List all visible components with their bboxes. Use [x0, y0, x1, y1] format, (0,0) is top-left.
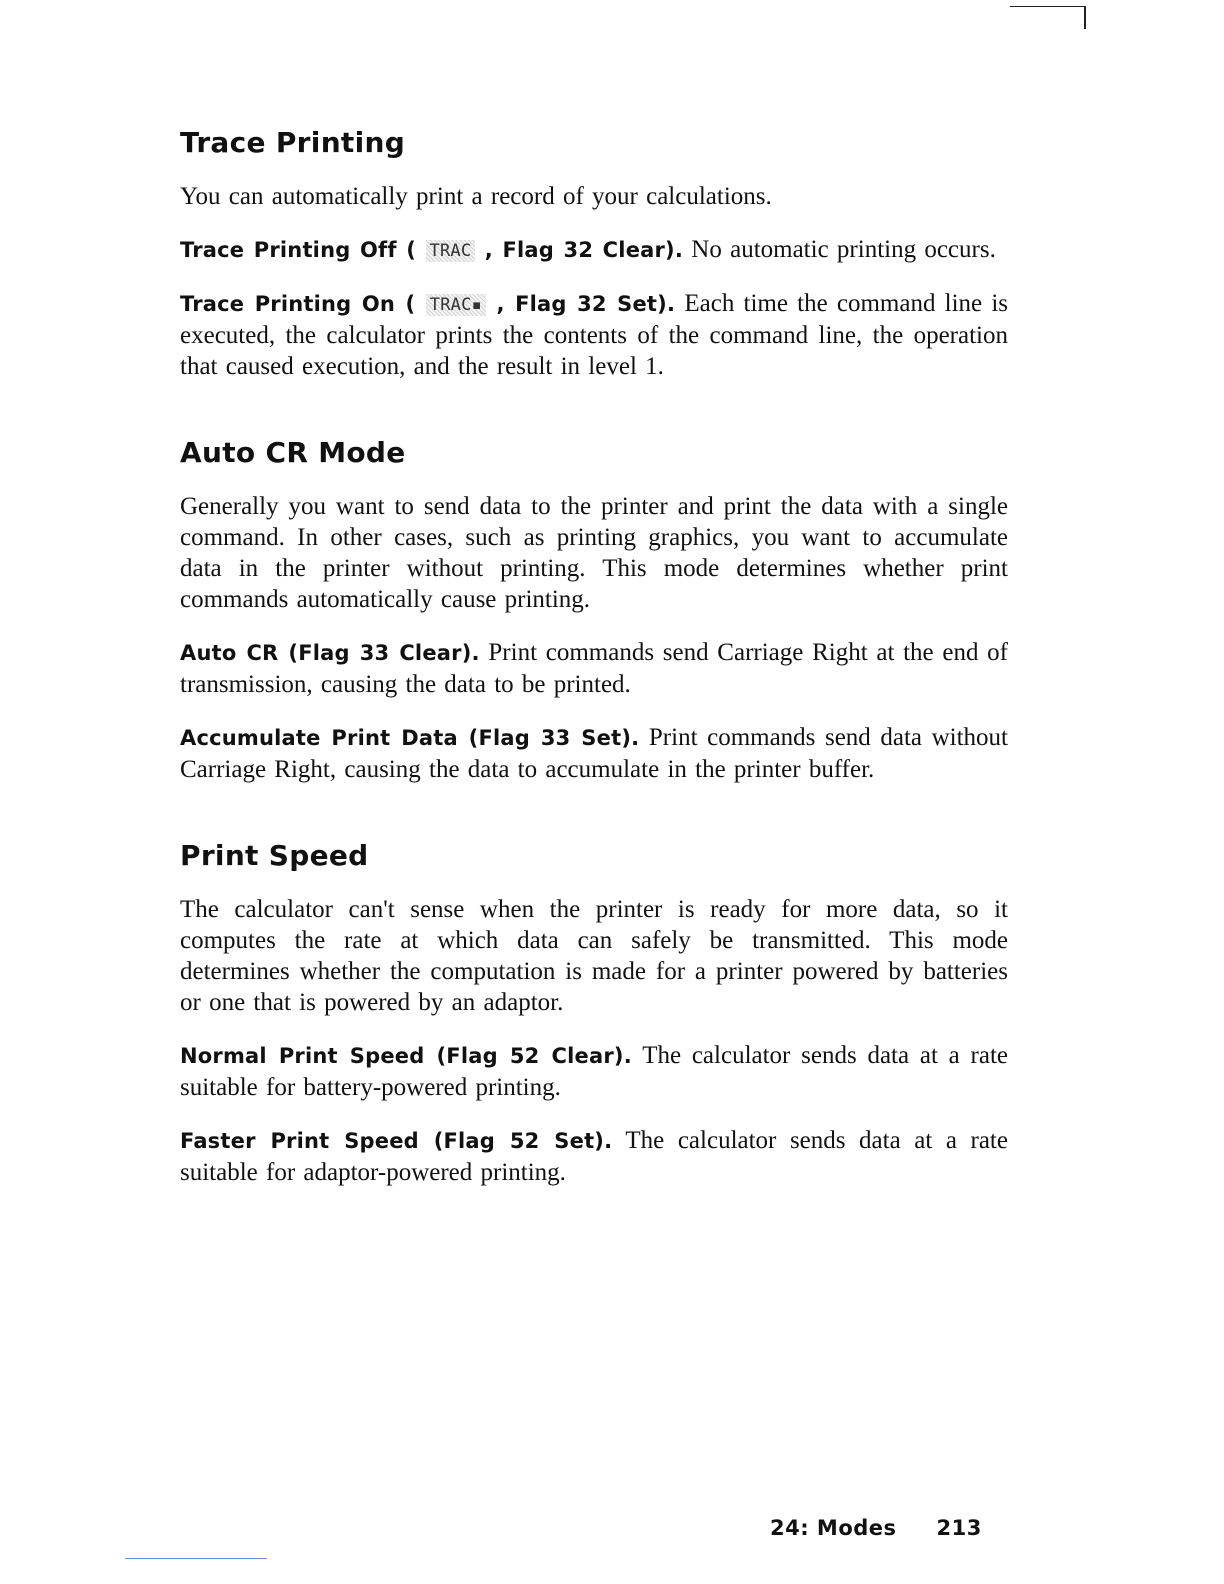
- crop-mark-top: [1010, 6, 1086, 29]
- accumulate-paragraph: [180, 722, 1008, 785]
- lead-text: , Flag 32 Set).: [496, 292, 676, 316]
- paragraph-body: The calculator sends data at a rate suitable for battery-powered printing.: [180, 1042, 1008, 1101]
- trac-set-annunciator-icon: TRAC▪: [426, 294, 486, 316]
- crop-mark-bottom: [125, 1558, 267, 1559]
- lead-text: Trace Printing Off (: [180, 238, 417, 262]
- paragraph-lead: [180, 292, 675, 316]
- faster-speed-paragraph: [180, 1125, 1008, 1188]
- paragraph-body: Each time the command line is executed, the calculator prints the contents of the command line, the operation that caused execution, and the result in level 1.: [180, 290, 1009, 380]
- trace-off-paragraph: [180, 234, 1008, 266]
- auto-cr-paragraph: [180, 637, 1008, 700]
- section-title: Auto CR Mode: [180, 436, 406, 469]
- section-intro: You can automatically print a record of your calculations.: [180, 183, 772, 210]
- chapter-label: 24: Modes: [770, 1516, 897, 1540]
- section-intro: Generally you want to send data to the printer and print the data with a single command. In other cases, such as printing graphics, you want to accumulate data in the printer without printing. This mode determines whether print commands automatically cause printing.: [180, 493, 1008, 613]
- section-title: Print Speed: [180, 839, 369, 872]
- section-trace-printing: [180, 126, 1008, 382]
- paragraph-lead: Faster Print Speed (Flag 52 Set).: [180, 1129, 613, 1153]
- paragraph-lead: Auto CR (Flag 33 Clear).: [180, 641, 480, 665]
- page-content: [180, 126, 1008, 1242]
- normal-speed-paragraph: [180, 1040, 1008, 1103]
- paragraph-body: Print commands send Carriage Right at the end of transmission, causing the data to be printed.: [180, 639, 1009, 698]
- section-title: Trace Printing: [180, 126, 406, 159]
- paragraph-body: No automatic printing occurs.: [691, 236, 996, 263]
- paragraph-body: The calculator sends data at a rate suitable for adaptor-powered printing.: [180, 1127, 1008, 1186]
- paragraph-lead: Normal Print Speed (Flag 52 Clear).: [180, 1044, 632, 1068]
- section-print-speed: [180, 839, 1008, 1188]
- lead-text: Trace Printing On (: [180, 292, 416, 316]
- page-footer: [770, 1516, 982, 1540]
- paragraph-body: Print commands send data without Carriage Right, causing the data to accumulate in the printer buffer.: [180, 724, 1009, 783]
- paragraph-lead: [180, 238, 683, 262]
- trac-annunciator-icon: TRAC: [426, 240, 476, 262]
- section-intro: The calculator can't sense when the printer is ready for more data, so it computes the rate at which data can safely be transmitted. This mode determines whether the computation is made for a printer powered by batteries or one that is powered by an adaptor.: [180, 896, 1008, 1016]
- lead-text: , Flag 32 Clear).: [484, 238, 684, 262]
- paragraph-lead: Accumulate Print Data (Flag 33 Set).: [180, 726, 640, 750]
- section-auto-cr-mode: [180, 436, 1008, 785]
- trace-on-paragraph: [180, 288, 1008, 382]
- page-number: 213: [936, 1516, 982, 1540]
